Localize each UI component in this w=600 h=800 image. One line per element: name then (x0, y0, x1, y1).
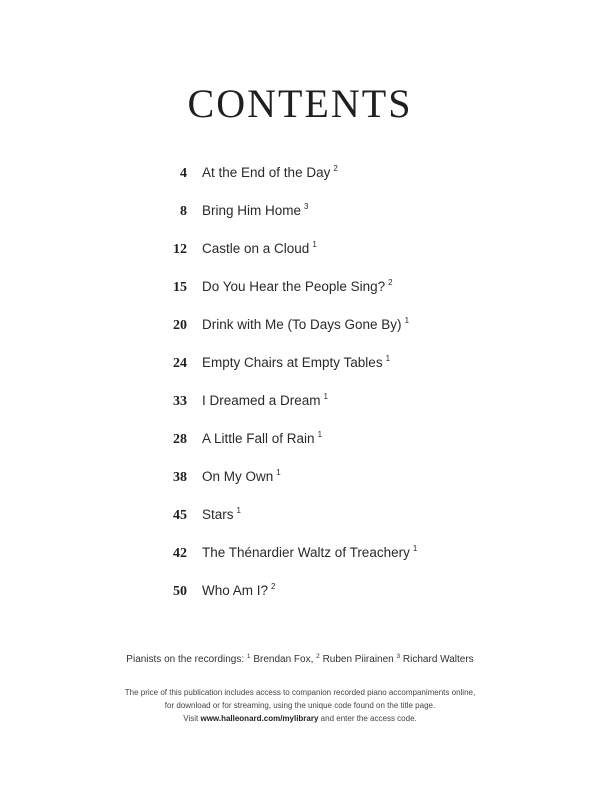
toc-page-number: 33 (173, 394, 187, 409)
notice-line-2: for download or for streaming, using the unique code found on the title page. (164, 701, 436, 710)
toc-entry (0, 506, 600, 528)
toc-song-title (202, 241, 317, 256)
notice-line-1: The price of this publication includes access to companion recorded piano accompaniments online, (124, 688, 476, 697)
library-url: www.halleonard.com/mylibrary (200, 714, 319, 723)
footnote-marker-1: 1 (246, 653, 251, 660)
toc-song-title (202, 393, 328, 408)
song-title-text: Who Am I? (202, 583, 269, 598)
pianists-prefix: Pianists on the recordings: (126, 654, 245, 665)
pianist-name-2: Ruben Piirainen (322, 654, 394, 665)
toc-song-title (202, 469, 281, 484)
toc-song-title (202, 431, 322, 446)
song-title-text: Empty Chairs at Empty Tables (202, 355, 383, 370)
toc-entry (0, 240, 600, 262)
toc-page-number: 50 (173, 584, 187, 599)
toc-entry (0, 278, 600, 300)
song-title-text: A Little Fall of Rain (202, 431, 315, 446)
pianist-name-3: Richard Walters (402, 654, 474, 665)
pianist-footnote-marker: 3 (304, 202, 309, 211)
toc-song-title (202, 203, 308, 218)
toc-page-number: 28 (173, 432, 187, 447)
toc-entry (0, 316, 600, 338)
pianist-footnote-marker: 2 (271, 582, 276, 591)
notice-access-text: and enter the access code. (320, 714, 417, 723)
pianist-footnote-marker: 1 (385, 354, 391, 363)
song-title-text: Stars (202, 507, 234, 522)
pianist-footnote-marker: 1 (236, 506, 241, 515)
toc-entry (0, 202, 600, 224)
notice-line-3 (0, 712, 600, 725)
song-title-text: Drink with Me (To Days Gone By) (202, 317, 402, 332)
toc-entry (0, 354, 600, 376)
pianist-footnote-marker: 1 (412, 544, 418, 553)
toc-song-title (202, 279, 393, 294)
toc-page-number: 4 (180, 166, 187, 181)
pianist-name-1: Brendan Fox, (253, 654, 314, 665)
notice-visit-text: Visit (183, 714, 199, 723)
toc-song-title (202, 165, 338, 180)
toc-song-title (202, 545, 417, 560)
page-title: CONTENTS (187, 81, 413, 126)
pianist-footnote-marker: 1 (312, 240, 317, 249)
pianist-footnote-marker: 2 (333, 164, 338, 173)
toc-entry (0, 164, 600, 186)
toc-song-title (202, 507, 241, 522)
toc-entry (0, 544, 600, 566)
pianist-footnote-marker: 1 (276, 468, 281, 477)
toc-page-number: 24 (173, 356, 187, 371)
toc-entry (0, 582, 600, 604)
toc-page-number: 20 (173, 318, 187, 333)
toc-song-title (202, 355, 390, 370)
song-title-text: Castle on a Cloud (202, 241, 310, 256)
song-title-text: On My Own (202, 469, 274, 484)
song-title-text: At the End of the Day (202, 165, 331, 180)
footnote-marker-3: 3 (396, 653, 401, 660)
song-title-text: Bring Him Home (202, 203, 302, 218)
toc-entry (0, 468, 600, 490)
toc-page-number: 45 (173, 508, 187, 523)
pianists-credits (0, 654, 600, 665)
pianist-footnote-marker: 1 (404, 316, 410, 325)
pianist-footnote-marker: 2 (388, 278, 393, 287)
toc-page-number: 8 (180, 204, 187, 219)
toc-page-number: 42 (173, 546, 187, 561)
toc-page-number: 12 (173, 242, 187, 257)
footnote-marker-2: 2 (316, 653, 320, 660)
song-title-text: I Dreamed a Dream (202, 393, 321, 408)
toc-entry (0, 430, 600, 452)
toc-page-number: 15 (173, 280, 187, 295)
toc-entry (0, 392, 600, 414)
toc-song-title (202, 317, 409, 332)
access-notice (0, 686, 600, 725)
pianist-footnote-marker: 1 (323, 392, 328, 401)
song-title-text: Do You Hear the People Sing? (202, 279, 386, 294)
toc-song-title (202, 583, 275, 598)
pianist-footnote-marker: 1 (317, 430, 323, 439)
toc-page-number: 38 (173, 470, 187, 485)
song-title-text: The Thénardier Waltz of Treachery (202, 545, 410, 560)
